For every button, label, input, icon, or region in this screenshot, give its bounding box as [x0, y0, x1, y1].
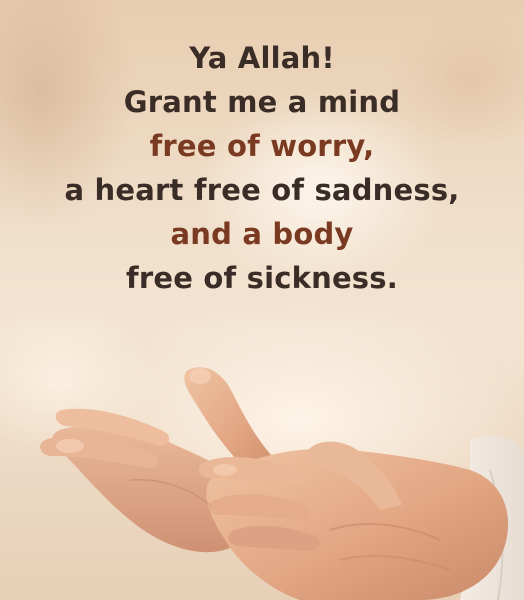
prayer-line-3: free of worry,	[149, 129, 375, 163]
prayer-line-1: Ya Allah!	[189, 41, 335, 75]
prayer-line-2: Grant me a mind	[123, 85, 401, 119]
prayer-line-4: a heart free of sadness,	[64, 173, 460, 207]
prayer-line-6: free of sickness.	[126, 261, 398, 295]
prayer-line-5: and a body	[170, 217, 354, 251]
prayer-text	[0, 36, 524, 300]
